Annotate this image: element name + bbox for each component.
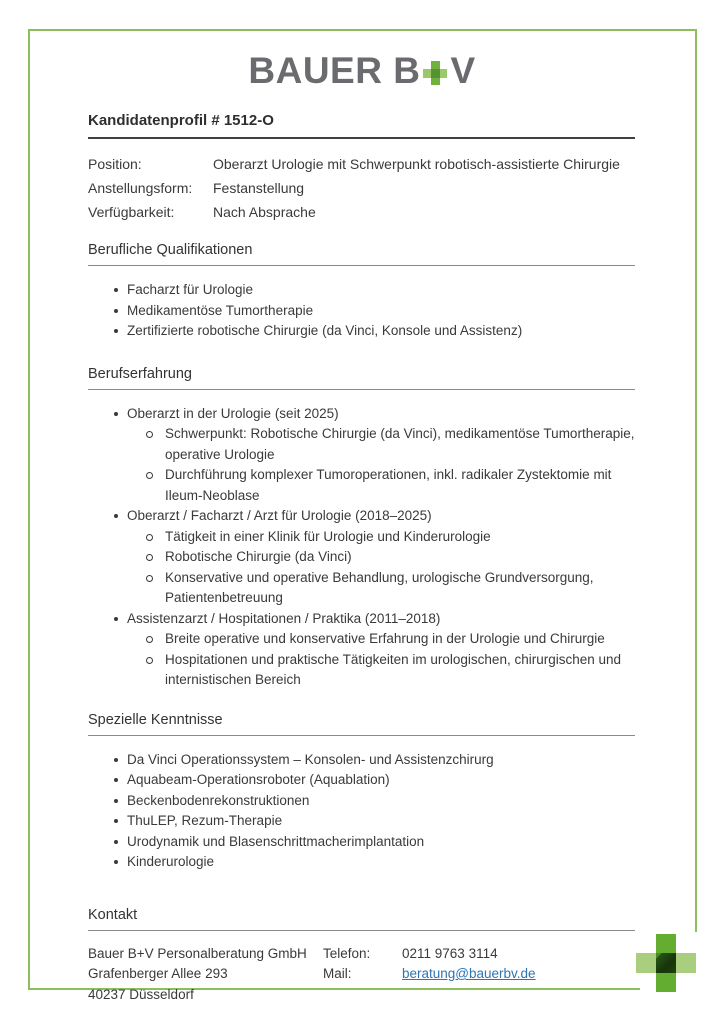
document-title: Kandidatenprofil # 1512-O xyxy=(88,112,635,139)
list-item: Durchführung komplexer Tumoroperationen, inkl. radikaler Zystektomie mit Ileum-Neoblase xyxy=(127,465,635,506)
list-item: Schwerpunkt: Robotische Chirurgie (da Vinci), medikamentöse Tumortherapie, operative Urologie xyxy=(127,424,635,465)
section-qualifications xyxy=(88,242,635,342)
experience-entry xyxy=(88,404,635,507)
skills-heading: Spezielle Kenntnisse xyxy=(88,712,635,736)
list-item: Tätigkeit in einer Klinik für Urologie und Kinderurologie xyxy=(127,527,635,548)
page-border-right xyxy=(695,29,697,932)
position-value: Oberarzt Urologie mit Schwerpunkt robotisch-assistierte Chirurgie xyxy=(213,156,620,172)
experience-entry xyxy=(88,609,635,691)
page-border-left xyxy=(28,29,30,990)
mail-label: Mail: xyxy=(323,966,352,981)
contact-street: Grafenberger Allee 293 xyxy=(88,966,228,981)
experience-details xyxy=(127,527,635,609)
list-item: ThuLEP, Rezum-Therapie xyxy=(88,811,635,832)
position-row xyxy=(88,152,635,176)
contact-company-name: Bauer B+V Personalberatung GmbH xyxy=(88,945,307,961)
availability-value: Nach Absprache xyxy=(213,204,316,220)
list-item: Urodynamik und Blasenschrittmacherimplantation xyxy=(88,832,635,853)
contact-block xyxy=(88,944,635,1006)
availability-label: Verfügbarkeit: xyxy=(88,204,175,220)
experience-details xyxy=(127,629,635,691)
experience-details xyxy=(127,424,635,506)
experience-entry xyxy=(88,506,635,609)
mail-row xyxy=(323,964,536,985)
green-cross-icon xyxy=(423,61,447,85)
phone-label: Telefon: xyxy=(323,945,371,961)
list-item: Facharzt für Urologie xyxy=(88,280,635,301)
list-item: Robotische Chirurgie (da Vinci) xyxy=(127,547,635,568)
list-item: Aquabeam-Operationsroboter (Aquablation) xyxy=(88,770,635,791)
email-link[interactable]: beratung@bauerbv.de xyxy=(402,966,536,981)
list-item: Medikamentöse Tumortherapie xyxy=(88,301,635,322)
experience-entry-title: Assistenzarzt / Hospitationen / Praktika (2011–2018) xyxy=(127,610,441,626)
list-item: Breite operative und konservative Erfahrung in der Urologie und Chirurgie xyxy=(127,629,635,650)
company-logo xyxy=(0,50,724,92)
contact-channels xyxy=(323,944,536,985)
list-item: Beckenbodenrekonstruktionen xyxy=(88,791,635,812)
footer-cross-overlap xyxy=(656,953,676,973)
section-skills xyxy=(88,712,635,873)
experience-entry-title: Oberarzt / Facharzt / Arzt für Urologie (2018–2025) xyxy=(127,508,432,523)
experience-list xyxy=(88,404,635,691)
logo-text-suffix: V xyxy=(450,50,476,91)
phone-number: 0211 9763 3114 xyxy=(402,945,498,961)
skills-list xyxy=(88,750,635,873)
list-item: Zertifizierte robotische Chirurgie (da Vinci, Konsole und Assistenz) xyxy=(88,321,635,342)
qualifications-list xyxy=(88,280,635,342)
contact-heading: Kontakt xyxy=(88,907,635,931)
employment-value: Festanstellung xyxy=(213,180,305,196)
list-item: Kinderurologie xyxy=(88,852,635,873)
profile-info xyxy=(88,152,635,224)
experience-heading: Berufserfahrung xyxy=(88,366,635,390)
experience-entry-title: Oberarzt in der Urologie (seit 2025) xyxy=(127,405,339,421)
logo-text-prefix: BAUER B xyxy=(248,50,421,91)
employment-label: Anstellungsform: xyxy=(88,180,193,196)
section-experience xyxy=(88,366,635,691)
list-item: Konservative und operative Behandlung, urologische Grundversorgung, Patientenbetreuung xyxy=(127,568,635,609)
list-item: Hospitationen und praktische Tätigkeiten im urologischen, chirurgischen und internistischen Bereich xyxy=(127,650,635,691)
position-label: Position: xyxy=(88,156,142,172)
list-item: Da Vinci Operationssystem – Konsolen- und Assistenzchirurg xyxy=(88,750,635,771)
phone-row xyxy=(323,944,536,965)
contact-city: 40237 Düsseldorf xyxy=(88,986,194,1002)
employment-row xyxy=(88,176,635,200)
document-content xyxy=(88,112,635,1005)
qualifications-heading: Berufliche Qualifikationen xyxy=(88,242,635,266)
availability-row xyxy=(88,200,635,224)
page-border-top xyxy=(28,29,697,31)
section-contact xyxy=(88,907,635,1006)
cross-overlap xyxy=(431,69,440,78)
